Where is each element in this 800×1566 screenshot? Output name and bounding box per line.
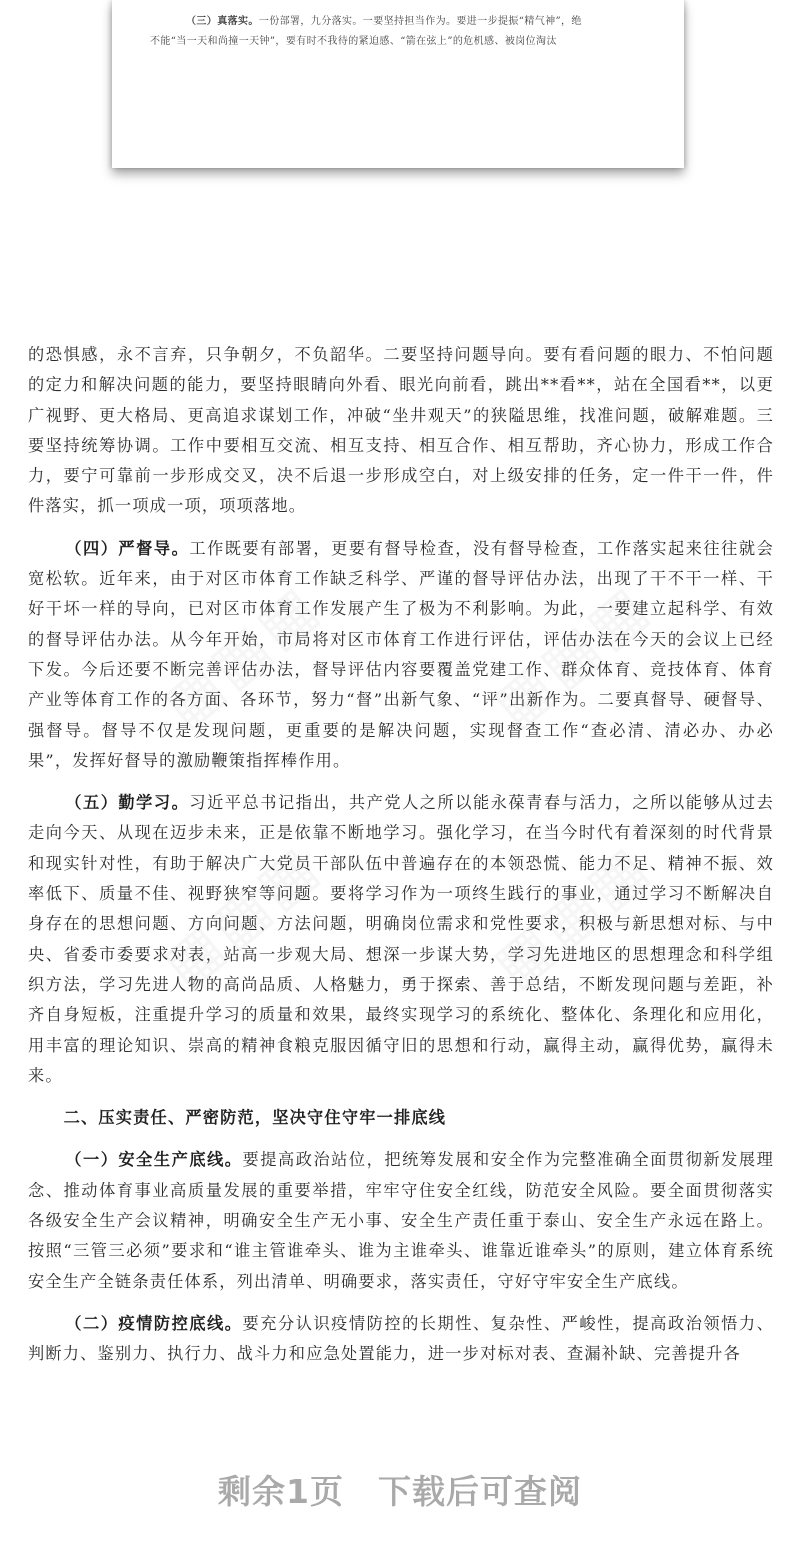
preview-text xyxy=(150,12,650,52)
preview-line-2: 不能“当一天和尚撞一天钟”，要有时不我待的紧迫感、“箭在弦上”的危机感、被岗位淘汰 xyxy=(150,36,557,47)
paragraph-epidemic: （二）疫情防控底线。要充分认识疫情防控的长期性、复杂性、严峻性，提高政治领悟力、判断力、鉴别力、执行力、战斗力和应急处置能力，进一步对标对表、查漏补缺、完善提升各 xyxy=(28,1313,775,1364)
paragraph-safety: （一）安全生产底线。要提高政治站位，把统筹发展和安全作为完整准确全面贯彻新发展理念、推动体育事业高质量发展的重要举措，牢牢守住安全红线，防范安全风险。要全面贯彻落实各级安全生产会议精神，明确安全生产无小事、安全生产责任重于泰山、安全生产永远在路上。按照“三管三必须”要求和“谁主管谁牵头、谁为主谁牵头、谁靠近谁牵头”的原则，建立体育系统安全生产全链条责任体系，列出清单、明确要求，落实责任，守好守牢安全生产底线。 xyxy=(28,1150,775,1291)
paragraph-continuation: 的恐惧感，永不言弃，只争朝夕，不负韶华。二要坚持问题导向。要有看问题的眼力、不怕问题的定力和解决问题的能力，要坚持眼睛向外看、眼光向前看，跳出**看**，站在全国看**，以更广视野、更大格局、更高追求谋划工作，冲破“坐井观天”的狭隘思维，找准问题，破解难题。三要坚持统筹协调。工作中要相互交流、相互支持、相互合作、相互帮助，齐心协力，形成工作合力，要宁可靠前一步形成交叉，决不后退一步形成空白，对上级安排的任务，定一件干一件，件件落实，抓一项成一项，项项落地。 xyxy=(28,345,774,516)
document-body xyxy=(28,340,774,1370)
remaining-pages-label: 剩余1页 xyxy=(218,1472,344,1511)
paragraph-lead: （一）安全生产底线。 xyxy=(65,1150,243,1170)
section-heading: 二、压实责任、严密防范，坚决守住守牢一排底线 xyxy=(63,1108,447,1128)
download-prompt[interactable] xyxy=(0,1466,800,1513)
preview-line-1: （三）真落实。一份部署，九分落实。一要坚持担当作为。要进一步提振“精气神”，绝 xyxy=(186,16,582,27)
paragraph-supervision: （四）严督导。工作既要有部署，更要有督导检查，没有督导检查，工作落实起来往往就会宽松软。近年来，由于对区市体育工作缺乏科学、严谨的督导评估办法，出现了干不干一样、干好干坏一样的导向，已对区市体育工作发展产生了极为不利影响。为此，一要建立起科学、有效的督导评估办法。从今年开始，市局将对区市体育工作进行评估，评估办法在今天的会议上已经下发。今后还要不断完善评估办法，督导评估内容要覆盖党建工作、群众体育、竞技体育、体育产业等体育工作的各方面、各环节，努力“督”出新气象、“评”出新作为。二要真督导、硬督导、强督导。督导不仅是发现问题，更重要的是解决问题，实现督查工作“查必清、清必办、办必果”，发挥好督导的激励鞭策指挥棒作用。 xyxy=(28,538,774,770)
paragraph-learning: （五）勤学习。习近平总书记指出，共产党人之所以能永葆青春与活力，之所以能够从过去走向今天、从现在迈步未来，正是依靠不断地学习。强化学习，在当今时代有着深刻的时代背景和现实针对性，有助于解决广大党员干部队伍中普遍存在的本领恐慌、能力不足、精神不振、效率低下、质量不佳、视野狭窄等问题。要将学习作为一项终生践行的事业，通过学习不断解决自身存在的思想问题、方向问题、方法问题，明确岗位需求和党性要求，积极与新思想对标、与中央、省委市委要求对表，站高一步观大局、想深一步谋大势，学习先进地区的思想理念和科学组织方法，学习先进人物的高尚品质、人格魅力，勇于探索、善于总结，不断发现问题与差距，补齐自身短板，注重提升学习的质量和效果，最终实现学习的系统化、整体化、条理化和应用化，用丰富的理论知识、崇高的精神食粮克服因循守旧的思想和行动，赢得主动，赢得优势，赢得未来。 xyxy=(28,793,774,1085)
paragraph-lead: （二）疫情防控底线。 xyxy=(65,1313,243,1333)
preview-lead: （三）真落实。 xyxy=(186,16,259,27)
paragraph-lead: （五）勤学习。 xyxy=(65,793,190,813)
paragraph-lead: （四）严督导。 xyxy=(65,538,190,558)
preview-page-card xyxy=(112,0,684,168)
download-to-view-label: 下载后可查阅 xyxy=(377,1472,582,1511)
